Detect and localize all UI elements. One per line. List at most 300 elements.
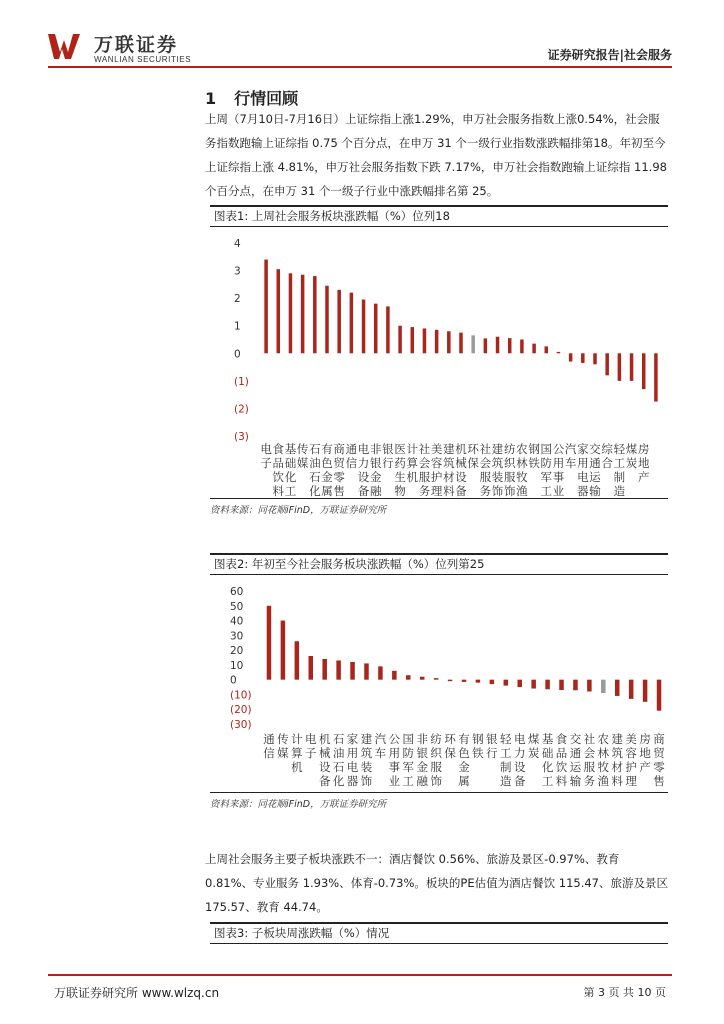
bar: [618, 353, 622, 381]
x-tick-label: 牧: [516, 470, 528, 484]
bar: [517, 680, 522, 687]
x-tick-label: 用: [346, 746, 359, 760]
x-tick-label: 础: [284, 456, 297, 470]
x-tick-label: 化: [541, 760, 554, 774]
x-tick-label: 行: [382, 456, 394, 470]
x-tick-label: 饮: [272, 470, 285, 484]
x-tick-label: 环: [467, 442, 479, 456]
x-tick-label: 军: [402, 760, 415, 774]
bar: [322, 659, 327, 680]
x-tick-label: 料: [555, 774, 568, 788]
x-tick-label: 筑: [491, 456, 504, 470]
bar: [459, 333, 463, 354]
x-tick-label: 备: [513, 774, 526, 788]
x-tick-label: 设: [318, 760, 331, 774]
y-tick-label: (2): [234, 403, 249, 416]
y-tick-label: 40: [230, 615, 244, 628]
x-tick-label: 机: [406, 470, 419, 484]
x-tick-label: 理: [625, 774, 637, 788]
x-tick-label: 饮: [555, 760, 568, 774]
bar: [325, 286, 329, 354]
x-tick-label: 房: [639, 732, 651, 746]
x-tick-label: 筑: [360, 746, 373, 760]
x-tick-label: 公: [552, 442, 565, 456]
x-tick-label: 煤: [625, 442, 638, 456]
sub-sector-paragraph: 上周社会服务主要子板块涨跌不一：酒店餐饮 0.56%、旅游及景区-0.97%、教育 0.81%、专业服务 1.93%、体育-0.73%。板块的PE估值为酒店餐饮 115.47、旅游及景区 175.57、教育 44.74。: [205, 852, 668, 914]
x-tick-label: 事: [388, 760, 401, 774]
bar: [643, 680, 648, 702]
bar: [309, 656, 314, 680]
x-tick-label: 工: [500, 746, 512, 760]
x-tick-label: 设: [455, 470, 467, 484]
x-tick-label: 钢: [472, 732, 484, 746]
x-tick-label: 制: [500, 760, 512, 774]
x-tick-label: 计: [406, 442, 419, 456]
x-tick-label: 设: [357, 470, 370, 484]
x-tick-label: 化: [332, 774, 345, 788]
x-tick-label: 料: [611, 774, 623, 788]
bar: [374, 304, 378, 354]
x-tick-label: 银: [369, 456, 382, 470]
x-tick-label: 纺: [430, 732, 442, 746]
bar: [657, 680, 662, 711]
x-tick-label: 石: [309, 470, 321, 484]
bar: [350, 293, 354, 354]
bar: [267, 606, 272, 680]
x-tick-label: 子: [260, 456, 272, 470]
x-tick-label: 事: [552, 470, 565, 484]
x-tick-label: 军: [540, 470, 553, 484]
x-tick-label: 饰: [430, 774, 442, 788]
page-number: 第 3 页 共 10 页: [583, 986, 666, 999]
bar: [654, 353, 658, 401]
bar: [642, 353, 646, 389]
x-tick-label: 石: [332, 760, 345, 774]
bar: [629, 680, 634, 699]
bar: [398, 326, 402, 354]
section-title: [205, 86, 298, 109]
x-tick-label: 铁: [472, 746, 484, 760]
x-tick-label: 饰: [503, 484, 516, 498]
bar: [496, 337, 500, 354]
x-tick-label: 料: [443, 484, 455, 498]
x-tick-label: 用: [552, 456, 565, 470]
x-tick-label: 服: [418, 470, 431, 484]
x-tick-label: 用: [577, 456, 589, 470]
bar: [569, 353, 573, 361]
y-tick-label: 50: [230, 600, 244, 613]
x-tick-label: 力: [513, 746, 526, 760]
x-tick-label: 护: [430, 470, 443, 484]
x-tick-label: 医: [394, 442, 406, 456]
x-tick-label: 纺: [503, 442, 516, 456]
x-tick-label: 社: [583, 732, 596, 746]
x-tick-label: 电: [305, 732, 317, 746]
bar: [490, 680, 495, 684]
x-tick-label: 轻: [613, 442, 626, 456]
bar: [386, 306, 390, 353]
bar: [615, 680, 620, 696]
x-tick-label: 通: [263, 732, 275, 746]
x-tick-label: 通: [569, 746, 582, 760]
x-tick-label: 工: [284, 484, 297, 498]
x-tick-label: 油: [309, 456, 321, 470]
figure2-title: [210, 554, 668, 575]
x-tick-label: 非: [416, 732, 428, 746]
x-tick-label: 非: [369, 442, 382, 456]
bar: [532, 344, 536, 354]
bar: [484, 338, 488, 353]
x-tick-label: 会: [583, 746, 596, 760]
x-tick-label: 器: [346, 774, 359, 788]
x-tick-label: 造: [500, 774, 512, 788]
x-tick-label: 美: [430, 442, 443, 456]
x-tick-label: 传: [277, 732, 289, 746]
x-tick-label: 会: [418, 456, 431, 470]
x-tick-label: 家: [346, 732, 359, 746]
x-tick-label: 社: [418, 442, 431, 456]
x-tick-label: 渔: [516, 484, 528, 498]
x-tick-label: 商: [333, 442, 345, 456]
figure1-title: [210, 206, 668, 227]
x-tick-label: 生: [394, 470, 406, 484]
x-tick-label: 建: [443, 442, 455, 456]
y-tick-label: (1): [234, 375, 249, 388]
bar: [557, 352, 561, 353]
x-tick-label: 务: [583, 774, 596, 788]
x-tick-label: 织: [430, 746, 442, 760]
x-tick-label: 信: [263, 746, 275, 760]
x-tick-label: 油: [332, 746, 345, 760]
x-tick-label: 电: [513, 732, 526, 746]
x-tick-label: 车: [564, 456, 577, 470]
x-tick-label: 建: [360, 732, 373, 746]
x-tick-label: 色: [321, 456, 333, 470]
x-tick-label: 融: [369, 484, 382, 498]
x-tick-label: 算: [291, 746, 303, 760]
x-tick-label: 建: [611, 732, 623, 746]
x-tick-label: 炭: [527, 746, 540, 760]
bar: [581, 353, 585, 363]
x-tick-label: 力: [357, 456, 370, 470]
header-divider: [48, 66, 672, 68]
x-tick-label: 国: [402, 732, 415, 746]
ytd-change-bar-chart: [210, 576, 668, 790]
x-tick-label: 电: [346, 760, 359, 774]
x-tick-label: 服: [583, 760, 596, 774]
x-tick-label: 公: [388, 732, 401, 746]
x-tick-label: 防: [540, 456, 553, 470]
bar: [289, 273, 293, 353]
x-tick-label: 售: [653, 774, 665, 788]
x-tick-label: 工: [613, 456, 626, 470]
x-tick-label: 食: [555, 732, 568, 746]
bar: [559, 680, 564, 690]
x-tick-label: 金: [369, 470, 382, 484]
x-tick-label: 牧: [597, 760, 610, 774]
x-tick-label: 媒: [277, 746, 289, 760]
x-tick-label: 础: [541, 746, 554, 760]
x-tick-label: 炭: [625, 456, 638, 470]
x-tick-label: 材: [611, 760, 623, 774]
x-tick-label: 防: [402, 746, 415, 760]
bar: [508, 338, 512, 353]
y-tick-label: 0: [234, 348, 241, 361]
bar: [264, 260, 268, 354]
market-review-paragraph: 上周（7月10日-7月16日）上证综指上涨1.29%，申万社会服务指数上涨0.54%，社会服务指数跑输上证综指 0.75 个百分点，在申万 31 个一级行业指数涨跌幅排第18。年初至今上证综指上涨 4.81%，申万社会服务指数下跌 7.17%，申万社会指数跑输上证综指 11.98 个百分点，在申万 31 个一级子行业中涨跌幅排名第 25。: [205, 112, 667, 198]
bar: [545, 346, 549, 353]
x-tick-label: 基: [284, 442, 297, 456]
x-tick-label: 保: [467, 456, 479, 470]
x-tick-label: 饰: [360, 774, 373, 788]
figure3-title-text: 图表3: 子板块周涨跌幅（%）情况: [214, 926, 390, 940]
section-title-text: 行情回顾: [234, 89, 299, 108]
x-tick-label: 林: [597, 746, 610, 760]
x-tick-label: 合: [601, 456, 613, 470]
bar: [301, 275, 305, 354]
figure1-title-text: 图表1: 上周社会服务板块涨跌幅（%）位列18: [214, 209, 450, 223]
logo: [48, 28, 218, 64]
x-tick-label: 食: [272, 442, 285, 456]
bar: [471, 335, 475, 353]
bar: [520, 340, 524, 354]
bar: [406, 675, 411, 679]
x-tick-label: 交: [589, 442, 601, 456]
footer-website: 万联证券研究所 www.wlzq.cn: [54, 986, 220, 1000]
x-tick-label: 电: [357, 442, 370, 456]
x-tick-label: 制: [613, 470, 626, 484]
x-tick-label: 备: [318, 774, 331, 788]
bar: [476, 680, 481, 683]
bar: [504, 680, 509, 686]
bar: [423, 328, 427, 353]
y-tick-label: (30): [230, 719, 252, 731]
x-tick-label: 贸: [653, 746, 665, 760]
x-tick-label: 传: [296, 442, 309, 456]
figure2-title-text: 图表2: 年初至今社会服务板块涨跌幅（%）位列第25: [214, 557, 485, 571]
x-tick-label: 机: [291, 760, 303, 774]
x-tick-label: 环: [444, 732, 456, 746]
y-tick-label: 4: [234, 238, 241, 250]
x-tick-label: 银: [416, 746, 428, 760]
y-tick-label: 1: [234, 320, 241, 333]
x-tick-label: 服: [479, 470, 492, 484]
y-tick-label: (20): [230, 704, 252, 717]
bar: [336, 660, 341, 679]
x-tick-label: 械: [318, 746, 331, 760]
x-tick-label: 织: [503, 456, 516, 470]
y-tick-label: (10): [230, 689, 252, 702]
x-tick-label: 煤: [527, 732, 540, 746]
bar: [531, 680, 536, 689]
bar: [364, 663, 369, 679]
figure2-source: 资料来源：同花顺iFinD，万联证券研究所: [210, 792, 668, 810]
x-tick-label: 计: [291, 732, 303, 746]
x-tick-label: 理: [430, 484, 443, 498]
x-tick-label: 电: [260, 442, 272, 456]
bar: [601, 680, 606, 693]
x-tick-label: 输: [569, 774, 582, 788]
x-tick-label: 通: [589, 456, 601, 470]
x-tick-label: 产: [637, 470, 650, 484]
x-tick-label: 务: [418, 484, 431, 498]
x-tick-label: 容: [430, 456, 443, 470]
x-tick-label: 金: [416, 760, 428, 774]
x-tick-label: 国: [540, 442, 553, 456]
x-tick-label: 贸: [333, 456, 345, 470]
x-tick-label: 容: [625, 746, 637, 760]
weekly-change-bar-chart: [210, 228, 668, 498]
x-tick-label: 工: [540, 484, 553, 498]
x-tick-label: 品: [272, 456, 285, 470]
x-tick-label: 媒: [296, 456, 309, 470]
x-tick-label: 材: [443, 470, 455, 484]
x-tick-label: 化: [309, 484, 321, 498]
wanlian-logo-icon: [48, 32, 86, 60]
x-tick-label: 产: [639, 760, 651, 774]
x-tick-label: 轻: [500, 732, 512, 746]
bar: [295, 641, 300, 679]
x-tick-label: 器: [577, 484, 589, 498]
x-tick-label: 服: [503, 470, 516, 484]
y-tick-label: 3: [234, 265, 241, 278]
bar: [573, 680, 578, 691]
bar: [281, 621, 286, 680]
x-tick-label: 零: [653, 760, 665, 774]
x-tick-label: 筑: [611, 746, 623, 760]
x-tick-label: 工: [402, 774, 415, 788]
bar: [593, 353, 597, 364]
x-tick-label: 地: [639, 746, 651, 760]
x-tick-label: 银: [486, 732, 498, 746]
y-tick-label: 60: [230, 586, 244, 598]
x-tick-label: 机: [318, 732, 331, 746]
x-tick-label: 信: [345, 456, 358, 470]
x-tick-label: 属: [321, 484, 333, 498]
x-tick-label: 车: [374, 746, 387, 760]
bar: [392, 671, 397, 680]
bar: [411, 327, 415, 353]
x-tick-label: 属: [458, 774, 470, 788]
x-tick-label: 业: [388, 774, 401, 788]
x-tick-label: 子: [305, 746, 317, 760]
bar: [378, 666, 383, 679]
bar: [277, 269, 281, 353]
bar: [420, 677, 425, 680]
x-tick-label: 地: [637, 456, 650, 470]
x-tick-label: 融: [416, 774, 428, 788]
x-tick-label: 护: [625, 760, 637, 774]
x-tick-label: 业: [552, 484, 565, 498]
bar: [448, 680, 453, 681]
x-tick-label: 社: [479, 442, 492, 456]
x-tick-label: 务: [479, 484, 492, 498]
x-tick-label: 造: [613, 484, 626, 498]
x-tick-label: 色: [458, 746, 470, 760]
bar: [605, 353, 609, 375]
x-tick-label: 备: [357, 484, 370, 498]
bar: [313, 276, 317, 353]
logo-cn-text: 万联证券: [94, 34, 179, 56]
x-tick-label: 银: [382, 442, 394, 456]
figure3-title: [210, 923, 668, 944]
x-tick-label: 输: [589, 484, 601, 498]
x-tick-label: 美: [625, 732, 637, 746]
y-tick-label: 20: [230, 645, 244, 658]
x-tick-label: 保: [444, 746, 456, 760]
x-tick-label: 有: [321, 442, 333, 456]
x-tick-label: 服: [430, 760, 442, 774]
x-tick-label: 装: [491, 470, 504, 484]
x-tick-label: 运: [589, 470, 601, 484]
x-tick-label: 机: [455, 442, 467, 456]
x-tick-label: 农: [597, 732, 610, 746]
x-tick-label: 行: [486, 746, 498, 760]
x-tick-label: 汽: [564, 442, 577, 456]
x-tick-label: 算: [406, 456, 419, 470]
y-tick-label: (3): [234, 431, 249, 443]
x-tick-label: 石: [332, 732, 345, 746]
x-tick-label: 金: [321, 470, 333, 484]
bar: [435, 330, 439, 353]
x-tick-label: 电: [577, 470, 589, 484]
x-tick-label: 备: [455, 484, 467, 498]
x-tick-label: 筑: [443, 456, 455, 470]
x-tick-label: 装: [360, 760, 373, 774]
logo-en-text: WANLIAN SECURITIES: [94, 55, 192, 64]
bar: [362, 300, 366, 354]
x-tick-label: 家: [577, 442, 589, 456]
x-tick-label: 化: [284, 470, 297, 484]
x-tick-label: 综: [601, 442, 613, 456]
x-tick-label: 设: [513, 760, 526, 774]
figure1-source: 资料来源：同花顺iFinD，万联证券研究所: [210, 498, 668, 516]
x-tick-label: 林: [516, 456, 528, 470]
x-tick-label: 汽: [374, 732, 387, 746]
x-tick-label: 有: [458, 732, 470, 746]
y-tick-label: 10: [230, 659, 244, 672]
x-tick-label: 铁: [528, 456, 540, 470]
bar: [587, 680, 592, 692]
x-tick-label: 基: [541, 732, 554, 746]
section-number: 1: [205, 89, 217, 108]
footer-divider: [48, 974, 672, 976]
x-tick-label: 运: [569, 760, 582, 774]
bar: [630, 353, 634, 381]
y-tick-label: 0: [230, 674, 237, 687]
x-tick-label: 商: [653, 732, 665, 746]
bar: [462, 680, 467, 682]
x-tick-label: 石: [309, 442, 321, 456]
x-tick-label: 品: [555, 746, 568, 760]
x-tick-label: 饰: [491, 484, 504, 498]
x-tick-label: 金: [458, 760, 470, 774]
x-tick-label: 房: [637, 442, 650, 456]
x-tick-label: 药: [394, 456, 406, 470]
bar: [434, 678, 439, 679]
x-tick-label: 物: [394, 484, 406, 498]
x-tick-label: 农: [516, 442, 528, 456]
x-tick-label: 用: [388, 746, 401, 760]
x-tick-label: 会: [479, 456, 492, 470]
bar: [350, 662, 355, 680]
y-tick-label: 30: [230, 630, 244, 643]
x-tick-label: 通: [345, 442, 358, 456]
x-tick-label: 工: [541, 774, 554, 788]
y-tick-label: 2: [234, 293, 241, 306]
x-tick-label: 械: [455, 456, 467, 470]
x-tick-label: 渔: [597, 774, 610, 788]
